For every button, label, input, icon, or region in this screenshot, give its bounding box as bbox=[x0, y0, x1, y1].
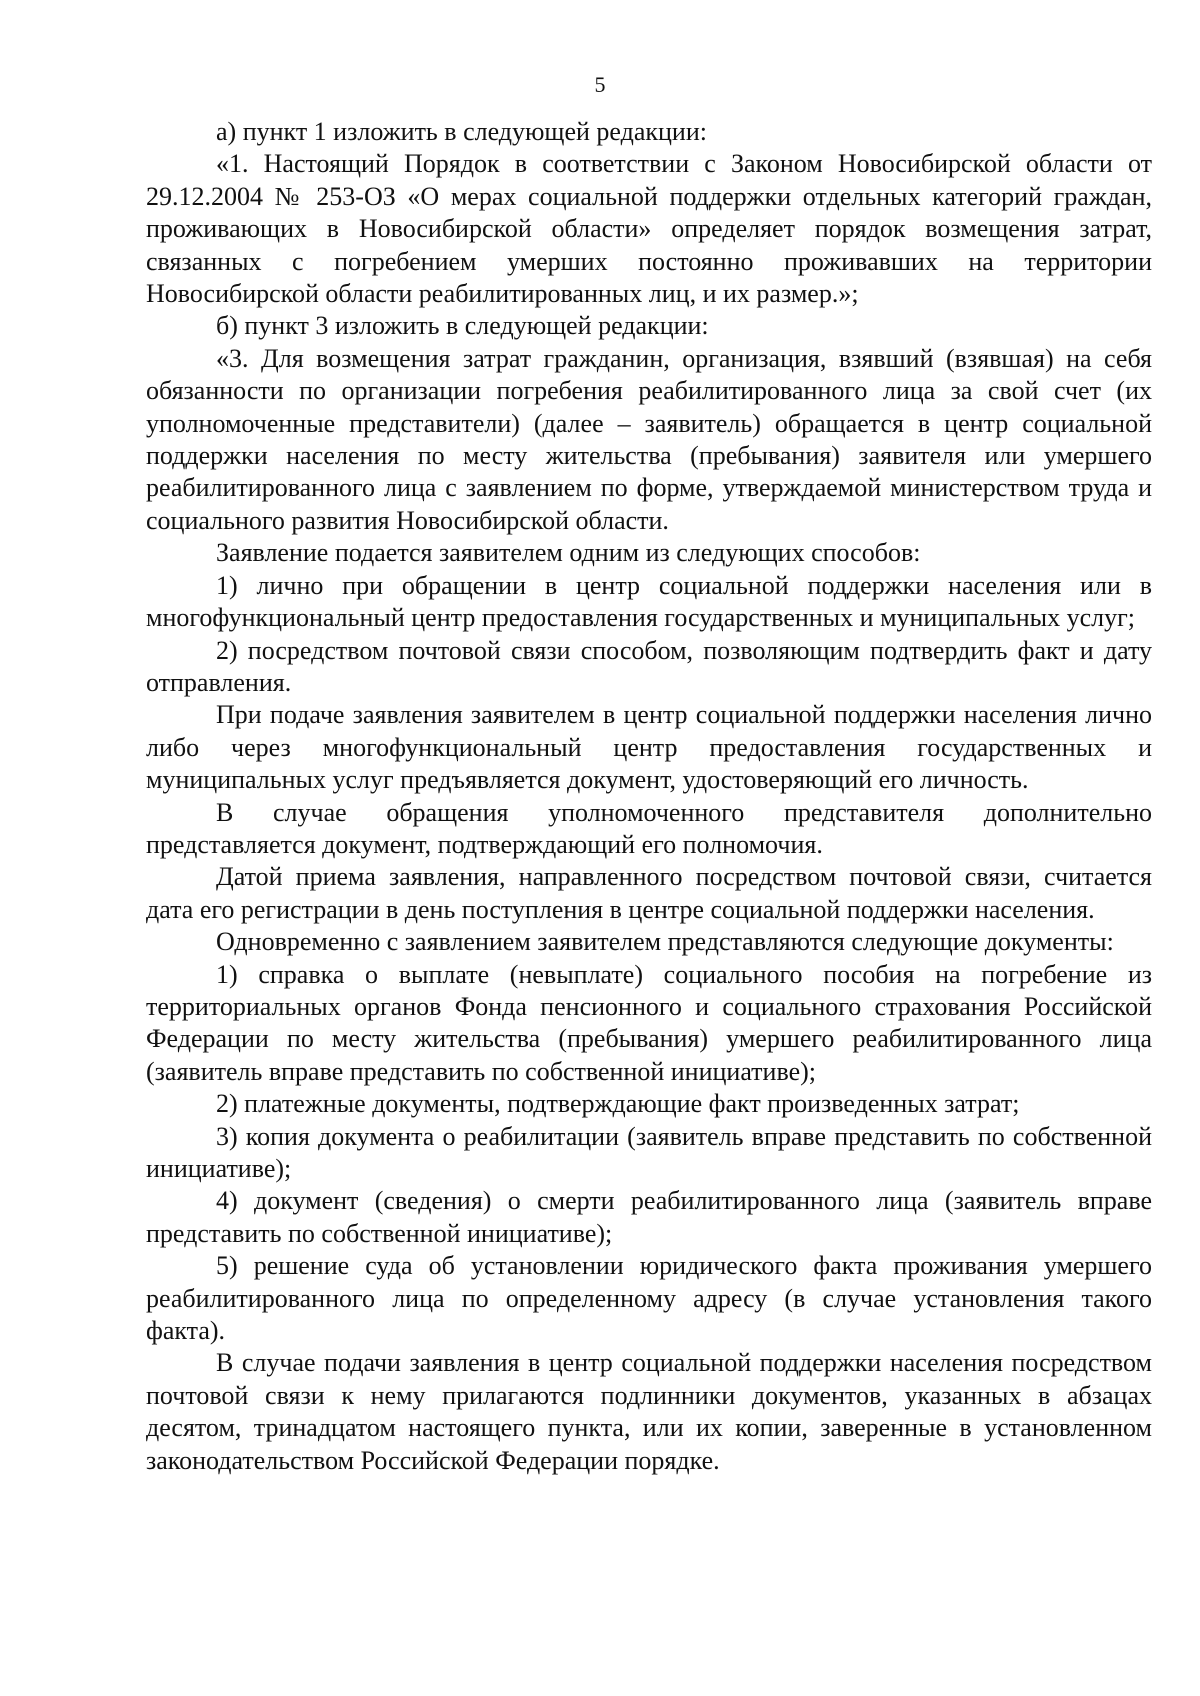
paragraph: Одновременно с заявлением заявителем представляются следующие документы: bbox=[216, 927, 1114, 957]
paragraph: 5) решение суда об установлении юридического факта проживания умершего реабилитированного лица по определенному адресу (в случае установления такого факта). bbox=[146, 1251, 1152, 1346]
paragraph: б) пункт 3 изложить в следующей редакции: bbox=[216, 311, 709, 341]
page-number: 5 bbox=[594, 72, 606, 97]
paragraph: «1. Настоящий Порядок в соответствии с Законом Новосибирской области от 29.12.2004 № 253-ОЗ «О мерах социальной поддержки отдельных категорий граждан, проживающих в Новосибирской области» определяет порядок возмещения затрат, связанных с погребением умерших постоянно проживавших на территории Новосибирской области реабилитированных лиц, и их размер.»; bbox=[146, 149, 1152, 309]
document-body bbox=[146, 116, 1152, 1477]
paragraph: В случае подачи заявления в центр социальной поддержки населения посредством почтовой связи к нему прилагаются подлинники документов, указанных в абзацах десятом, тринадцатом настоящего пункта, или их копии, заверенные в установленном законодательством Российской Федерации порядке. bbox=[146, 1348, 1152, 1475]
paragraph: а) пункт 1 изложить в следующей редакции: bbox=[216, 117, 707, 146]
paragraph: «3. Для возмещения затрат гражданин, организация, взявший (взявшая) на себя обязанности по организации погребения реабилитированного лица за свой счет (их уполномоченные представители) (далее – заявитель) обращается в центр социальной поддержки населения по месту жительства (пребывания) заявителя или умершего реабилитированного лица с заявлением по форме, утверждаемой министерством труда и социального развития Новосибирской области. bbox=[146, 343, 1152, 535]
paragraph: При подаче заявления заявителем в центр социальной поддержки населения лично либо через многофункциональный центр предоставления государственных и муниципальных услуг предъявляется документ, удостоверяющий его личность. bbox=[146, 700, 1152, 795]
paragraph: 1) лично при обращении в центр социальной поддержки населения или в многофункциональный центр предоставления государственных и муниципальных услуг; bbox=[146, 570, 1152, 633]
paragraph: 1) справка о выплате (невыплате) социального пособия на погребение из территориальных органов Фонда пенсионного и социального страхования Российской Федерации по месту жительства (пребывания) умершего реабилитированного лица (заявитель вправе представить по собственной инициативе); bbox=[146, 959, 1152, 1086]
paragraph: Датой приема заявления, направленного посредством почтовой связи, считается дата его регистрации в день поступления в центре социальной поддержки населения. bbox=[146, 862, 1152, 924]
paragraph: 3) копия документа о реабилитации (заявитель вправе представить по собственной инициативе); bbox=[146, 1121, 1152, 1183]
paragraph: 4) документ (сведения) о смерти реабилитированного лица (заявитель вправе представить по собственной инициативе); bbox=[146, 1186, 1152, 1248]
paragraph: 2) посредством почтовой связи способом, позволяющим подтвердить факт и дату отправления. bbox=[146, 635, 1152, 697]
paragraph: Заявление подается заявителем одним из следующих способов: bbox=[216, 538, 921, 568]
paragraph: В случае обращения уполномоченного представителя дополнительно представляется документ, подтверждающий его полномочия. bbox=[146, 797, 1152, 859]
paragraph: 2) платежные документы, подтверждающие факт произведенных затрат; bbox=[216, 1089, 1020, 1119]
